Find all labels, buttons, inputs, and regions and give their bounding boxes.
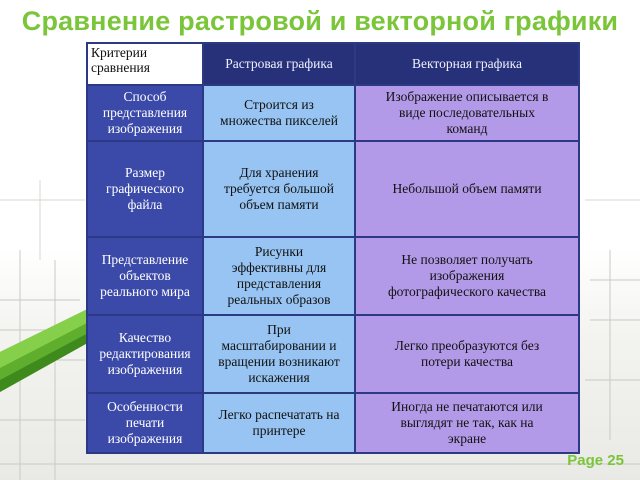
row-vector: Не позволяет получать изображения фотографического качества — [356, 238, 578, 314]
row-vector: Иногда не печатаются или выглядят не так, как на экране — [356, 394, 578, 452]
header-vector: Векторная графика — [356, 44, 578, 84]
page-number: Page 25 — [567, 452, 624, 469]
header-criteria: Критерии сравнения — [88, 44, 202, 84]
row-vector: Изображение описывается в виде последовательных команд — [356, 86, 578, 140]
slide-title: Сравнение растровой и векторной графики — [21, 6, 619, 36]
row-raster: Легко распечатать на принтере — [204, 394, 354, 452]
row-criterion: Способ представления изображения — [88, 86, 202, 140]
row-raster: Строится из множества пикселей — [204, 86, 354, 140]
row-raster: Для хранения требуется большой объем памяти — [204, 142, 354, 236]
row-criterion: Качество редактирования изображения — [88, 316, 202, 392]
row-raster: Рисунки эффективны для представления реальных образов — [204, 238, 354, 314]
row-criterion: Особенности печати изображения — [88, 394, 202, 452]
header-raster: Растровая графика — [204, 44, 354, 84]
row-vector: Небольшой объем памяти — [356, 142, 578, 236]
row-raster: При масштабировании и вращении возникают искажения — [204, 316, 354, 392]
row-vector: Легко преобразуются без потери качества — [356, 316, 578, 392]
row-criterion: Представление объектов реального мира — [88, 238, 202, 314]
comparison-table — [86, 42, 580, 454]
row-criterion: Размер графического файла — [88, 142, 202, 236]
